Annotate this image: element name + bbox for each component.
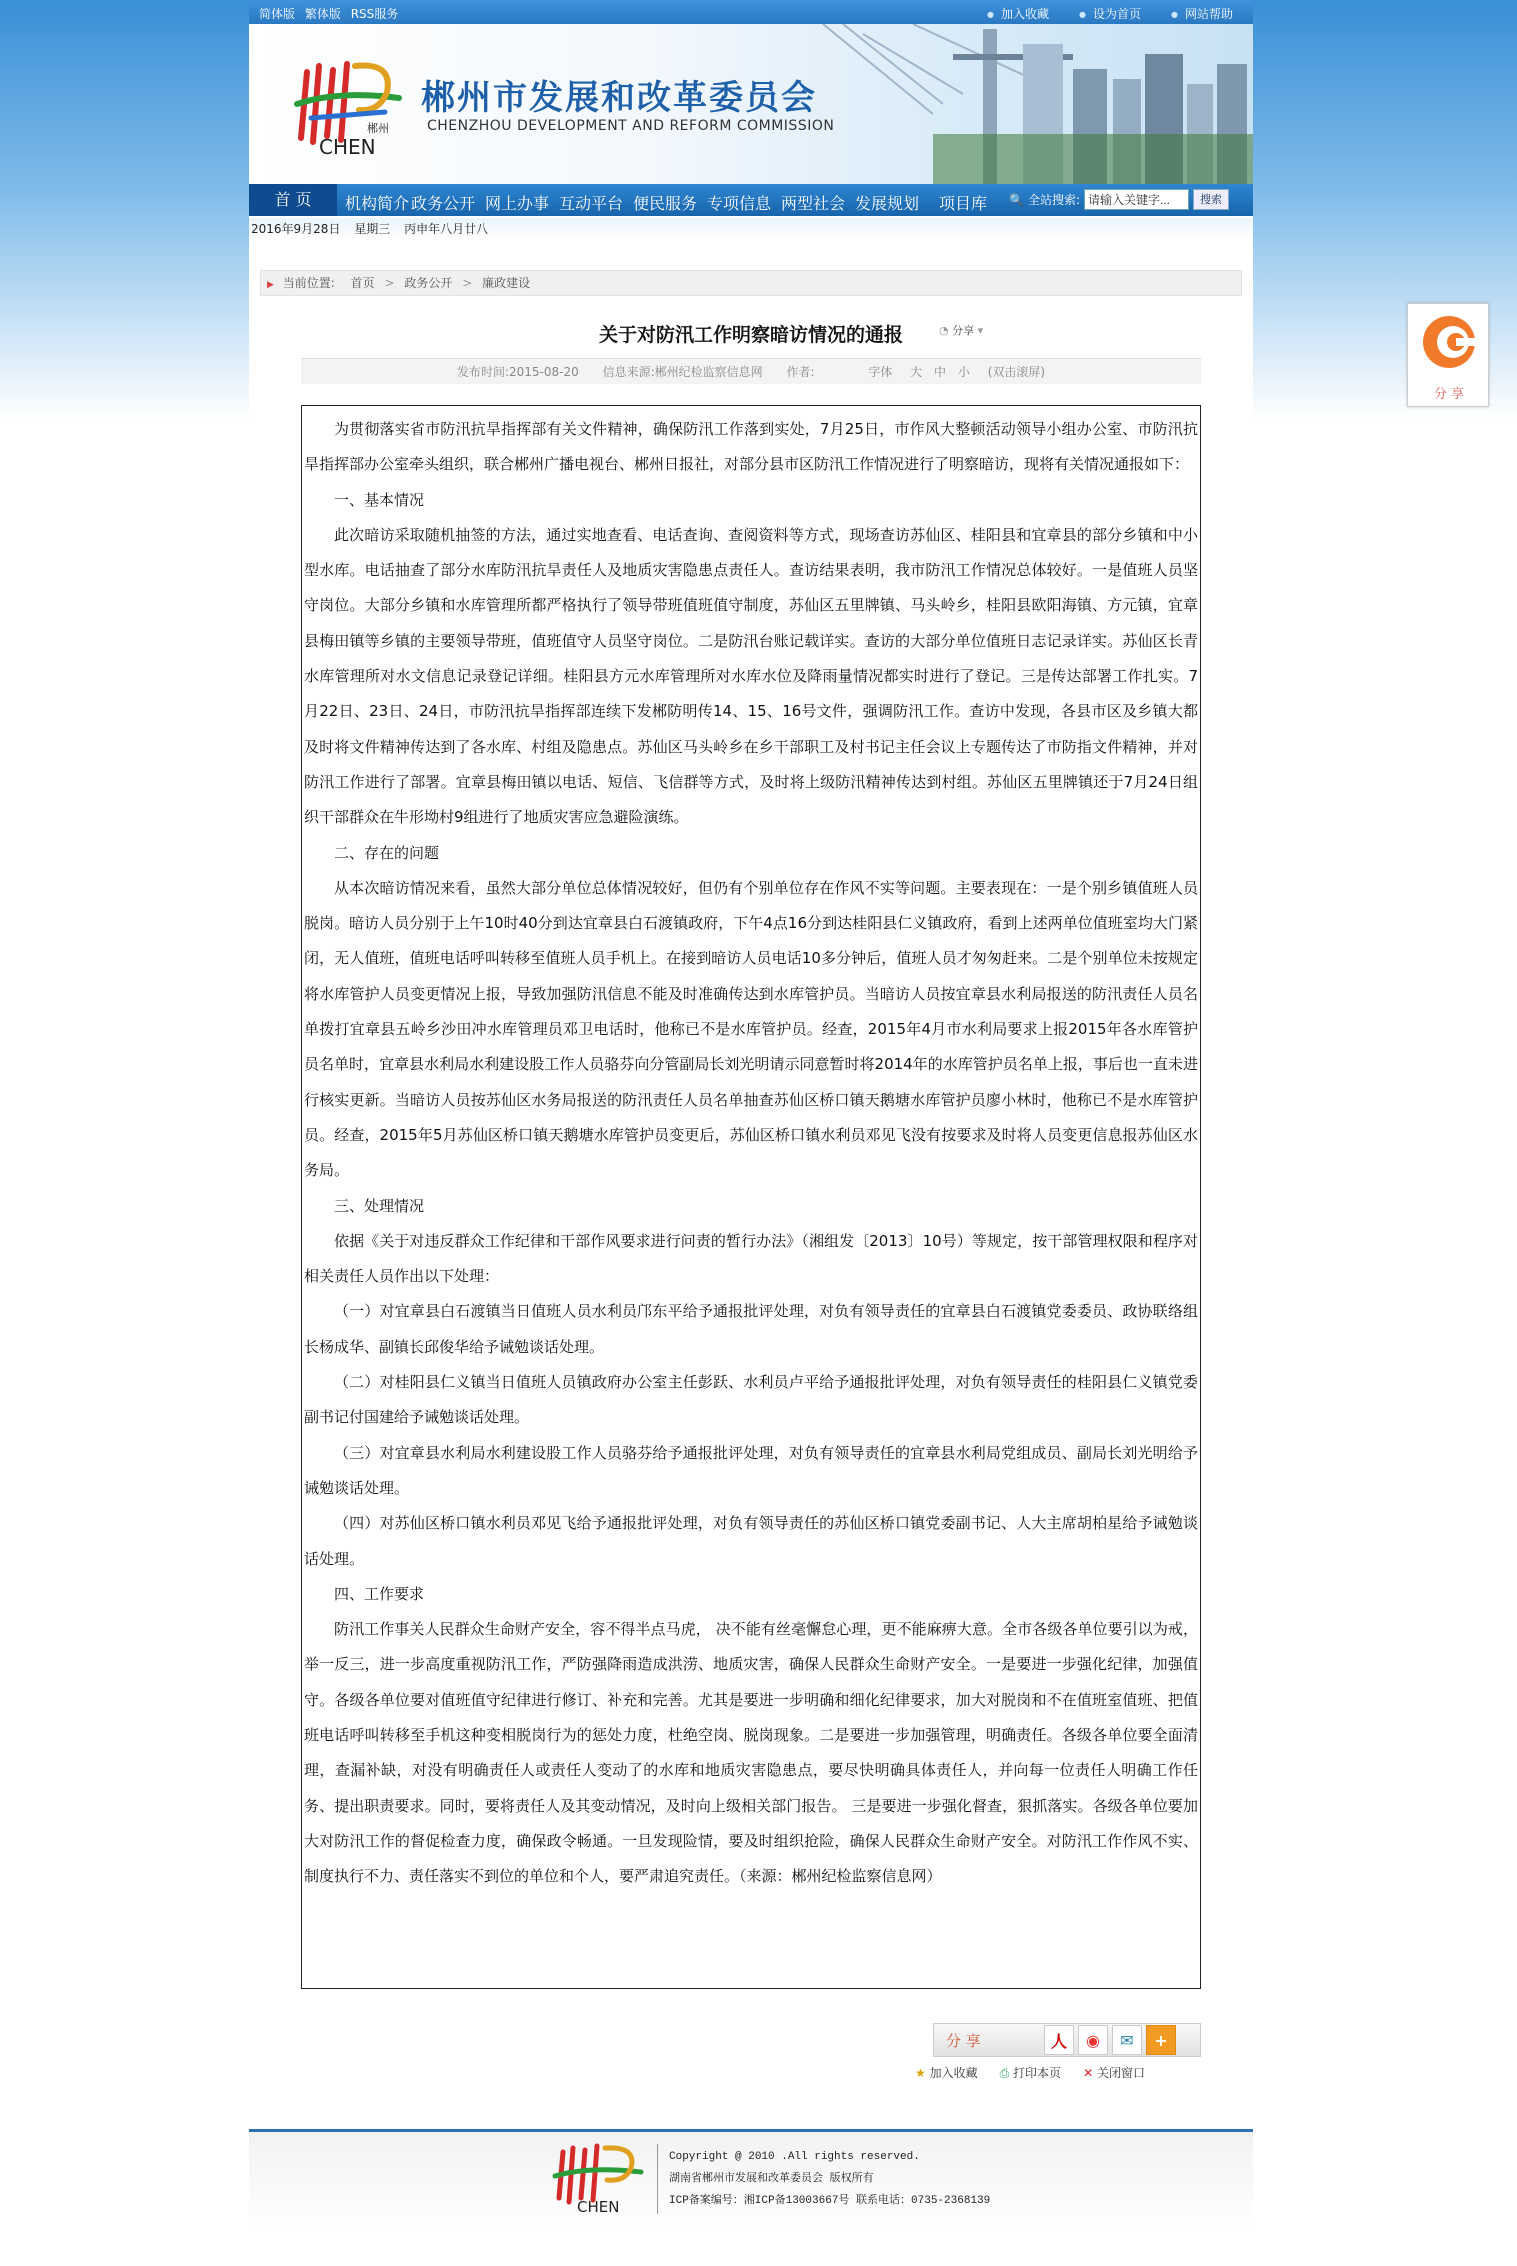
article-paragraph: （三）对宜章县水利局水利建设股工作人员骆芬给予通报批评处理，对负有领导责任的宜章县水利局党组成员、副局长刘光明给予诫勉谈话处理。 <box>304 1443 1198 1497</box>
share-logo-icon <box>1408 304 1490 386</box>
breadcrumb-govinfo[interactable]: 政务公开 <box>404 276 453 290</box>
chevron-down-icon: ▾ <box>977 324 984 337</box>
article-paragraph: 从本次暗访情况来看，虽然大部分单位总体情况较好，但仍有个别单位存在作风不实等问题。主要表现在：一是个别乡镇值班人员脱岗。暗访人员分别于上午10时40分到达宜章县白石渡镇政府，下午4点16分到达桂阳县仁义镇政府，看到上述两单位值班室均大门紧闭，无人值班，值班电话呼叫转移至值班人员手机上。在接到暗访人员电话10多分钟后，值班人员才匆匆赶来。二是个别单位未按规定将水库管护人员变更情况上报，导致加强防汛信息不能及时准确传达到水库管护员。当暗访人员按宜章县水利局报送的防汛责任人员名单拨打宜章县五岭乡沙田冲水库管理员邓卫电话时，他称已不是水库管护员。经查，2015年4月市水利局要求上报2015年各水库管护员名单时，宜章县水利局水利建设股工作人员骆芬向分管副局长刘光明请示同意暂时将2014年的水库管护员名单上报，事后也一直未进行核实更新。当暗访人员按苏仙区水务局报送的防汛责任人员名单抽查苏仙区桥口镇天鹅塘水库管护员廖小林时，他称已不是水库管护员。经查，2015年5月苏仙区桥口镇天鹅塘水库管护员变更后，苏仙区桥口镇水利员邓见飞没有按要求及时将人员变更信息报苏仙区水务局。 <box>304 878 1198 1180</box>
double-click-scroll-hint: (双击滚屏) <box>987 365 1046 379</box>
print-icon: ⎙ <box>999 2066 1010 2080</box>
logo-en-text: CHEN <box>319 135 376 159</box>
header-banner <box>249 24 1253 184</box>
date-weekday: 星期三 <box>354 222 391 236</box>
breadcrumb <box>260 270 1242 296</box>
search-label: 全站搜索: <box>1027 193 1080 207</box>
article-paragraph: （四）对苏仙区桥口镇水利员邓见飞给予通报批评处理，对负有领导责任的苏仙区桥口镇党委副书记、人大主席胡柏星给予诫勉谈话处理。 <box>304 1514 1198 1568</box>
section-heading: 四、工作要求 <box>334 1584 425 1603</box>
nav-item-public-service[interactable]: 便民服务 <box>633 194 698 213</box>
breadcrumb-label: 当前位置: <box>282 276 335 290</box>
font-size-medium[interactable]: 中 <box>934 365 947 379</box>
font-size-small[interactable]: 小 <box>957 365 970 379</box>
close-window-link[interactable]: ✕ 关闭窗口 <box>1083 2066 1145 2080</box>
nav-item-online-service[interactable]: 网上办事 <box>485 194 550 213</box>
footer-divider <box>657 2144 658 2214</box>
share-bar <box>933 2023 1201 2057</box>
article-paragraph: 防汛工作事关人民群众生命财产安全，容不得半点马虎， 决不能有丝毫懈怠心理，更不能麻痹大意。全市各级各单位要引以为戒，举一反三，进一步高度重视防汛工作，严防强降雨造成洪涝、地质灾害，确保人民群众生命财产安全。一是要进一步强化纪律，加强值守。各级各单位要对值班值守纪律进行修订、补充和完善。尤其是要进一步明确和细化纪律要求，加大对脱岗和不在值班室值班、把值班电话呼叫转移至手机这种变相脱岗行为的惩处力度，杜绝空岗、脱岗现象。二是要进一步加强管理，明确责任。各级各单位要全面清理，查漏补缺，对没有明确责任人或责任人变动了的水库和地质灾害隐患点，要尽快明确具体责任人，并向每一位责任人明确工作任务、提出职责要求。同时，要将责任人及其变动情况，及时向上级相关部门报告。 三是要进一步强化督查，狠抓落实。各级各单位要加大对防汛工作的督促检查力度，确保政令畅通。一旦发现险情，要及时组织抢险，确保人民群众生命财产安全。对防汛工作作风不实、制度执行不力、责任落实不到位的单位和个人，要严肃追究责任。（来源：郴州纪检监察信息网） <box>304 1620 1198 1886</box>
section-heading: 一、基本情况 <box>334 490 425 509</box>
copyright: Copyright @ 2010 .All rights reserved. <box>669 2151 920 2163</box>
share-bar-label[interactable]: 分 享 <box>946 2031 981 2050</box>
close-icon: ✕ <box>1083 2066 1094 2080</box>
breadcrumb-home[interactable]: 首页 <box>350 276 375 290</box>
site-logo[interactable] <box>289 52 409 162</box>
article-paragraph: （二）对桂阳县仁义镇当日值班人员镇政府办公室主任彭跃、水利员卢平给予通报批评处理，对负有领导责任的桂阳县仁义镇党委副书记付国建给予诫勉谈话处理。 <box>304 1373 1198 1427</box>
article-paragraph: （一）对宜章县白石渡镇当日值班人员水利员邝东平给予通报批评处理，对负有领导责任的宜章县白石渡镇党委委员、政协联络组长杨成华、副镇长邱俊华给予诫勉谈话处理。 <box>304 1302 1198 1356</box>
font-size-large[interactable]: 大 <box>910 365 923 379</box>
share-icon: ◔ <box>939 324 949 337</box>
floating-share-label: 分 享 <box>1433 387 1465 402</box>
add-favorite-link[interactable]: ● 加入收藏 <box>987 5 1049 22</box>
nav-item-special-info[interactable]: 专项信息 <box>707 194 772 213</box>
more-share-button[interactable]: + <box>1146 2025 1176 2055</box>
simplified-link[interactable]: 简体版 <box>259 7 296 21</box>
article-paragraph: 依据《关于对违反群众工作纪律和干部作风要求进行问责的暂行办法》（湘组发〔2013〕10号）等规定，按干部管理权限和程序对相关责任人员作出以下处理： <box>304 1231 1198 1286</box>
article-paragraph: 此次暗访采取随机抽签的方法，通过实地查看、电话查询、查阅资料等方式，现场查访苏仙区、桂阳县和宜章县的部分乡镇和中小型水库。电话抽查了部分水库防汛抗旱责任人及地质灾害隐患点责任人。查访结果表明，我市防汛工作情况总体较好。一是值班人员坚守岗位。大部分乡镇和水库管理所都严格执行了领导带班值班值守制度，苏仙区五里牌镇、马头岭乡，桂阳县欧阳海镇、方元镇，宜章县梅田镇等乡镇的主要领导带班，值班值守人员坚守岗位。二是防汛台账记载详实。查访的大部分单位值班日志记录详实。苏仙区长青水库管理所对水文信息记录登记详细。桂阳县方元水库管理所对水库水位及降雨量情况都实时进行了登记。三是传达部署工作扎实。7月22日、23日、24日，市防汛抗旱指挥部连续下发郴防明传14、15、16号文件，强调防汛工作。查访中发现，各县市区及乡镇大都及时将文件精神传达到了各水库、村组及隐患点。苏仙区马头岭乡在乡干部职工及村书记主任会议上专题传达了市防指文件精神，并对防汛工作进行了部署。宜章县梅田镇以电话、短信、飞信群等方式，及时将上级防汛精神传达到村组。苏仙区五里牌镇还于7月24日组织干部群众在牛形坳村9组进行了地质灾害应急避险演练。 <box>304 525 1198 827</box>
set-homepage-link[interactable]: ● 设为首页 <box>1079 5 1141 22</box>
nav-item-interaction[interactable]: 互动平台 <box>559 194 624 213</box>
date-bar <box>249 218 1253 240</box>
favorite-tool-link[interactable]: ★ 加入收藏 <box>915 2066 978 2080</box>
article-meta <box>301 358 1201 384</box>
help-link[interactable]: ● 网站帮助 <box>1171 5 1233 22</box>
icp-and-phone: ICP备案编号：湘ICP备13003667号 联系电话：0735-2368139 <box>669 2195 991 2207</box>
nav-item-projects[interactable]: 项目库 <box>939 194 988 213</box>
tencent-share-icon[interactable]: ✉ <box>1112 2025 1142 2055</box>
nav-item-two-type-society[interactable]: 两型社会 <box>781 194 846 213</box>
article-body <box>301 405 1201 1989</box>
font-size-label: 字体 <box>868 365 893 379</box>
print-tool-link[interactable]: ⎙ 打印本页 <box>999 2066 1062 2080</box>
author: 作者: <box>786 365 815 379</box>
site-search <box>1009 189 1229 210</box>
traditional-link[interactable]: 繁体版 <box>304 7 341 21</box>
nav-item-planning[interactable]: 发展规划 <box>855 194 920 213</box>
city-skyline-illustration <box>783 24 1253 184</box>
footer-text <box>669 2146 990 2212</box>
section-heading: 三、处理情况 <box>334 1196 425 1215</box>
top-bar <box>249 0 1253 24</box>
info-source: 信息来源:郴州纪检监察信息网 <box>602 365 763 379</box>
date-gregorian: 2016年9月28日 <box>251 222 341 236</box>
article-title: 关于对防汛工作明察暗访情况的通报 <box>598 324 903 346</box>
share-label: 分享 <box>952 324 975 337</box>
weibo-share-icon[interactable]: ◉ <box>1078 2025 1108 2055</box>
publish-time: 发布时间:2015-08-20 <box>456 365 579 379</box>
breadcrumb-current[interactable]: 廉政建设 <box>482 276 531 290</box>
section-heading: 二、存在的问题 <box>334 843 440 862</box>
copyright-owner: 湖南省郴州市发展和改革委员会 版权所有 <box>669 2173 874 2185</box>
search-button[interactable]: 搜索 <box>1193 189 1229 210</box>
share-dropdown[interactable] <box>939 322 983 338</box>
breadcrumb-separator-icon: > <box>384 276 395 290</box>
search-icon: 🔍 <box>1009 192 1024 207</box>
main-navigation <box>249 184 1253 216</box>
nav-item-about[interactable]: 机构简介 <box>345 194 410 213</box>
nav-item-govinfo[interactable]: 政务公开 <box>411 194 476 213</box>
site-title: 郴州市发展和改革委员会 <box>421 78 817 118</box>
date-lunar: 丙申年八月廿八 <box>404 222 489 236</box>
page-tools <box>915 2064 1145 2081</box>
nav-item-home[interactable]: 首 页 <box>249 184 337 216</box>
renmin-share-icon[interactable]: 人 <box>1044 2025 1074 2055</box>
site-subtitle: CHENZHOU DEVELOPMENT AND REFORM COMMISSION <box>427 118 835 134</box>
search-input[interactable] <box>1084 189 1189 210</box>
rss-link[interactable]: RSS服务 <box>350 7 399 21</box>
page-wrapper <box>249 0 1253 2266</box>
logo-sub-text: 郴州 <box>367 122 389 135</box>
star-icon: ★ <box>915 2066 926 2080</box>
footer <box>249 2129 1253 2229</box>
floating-share-widget[interactable] <box>1407 303 1489 407</box>
breadcrumb-separator-icon: > <box>462 276 473 290</box>
breadcrumb-arrow-icon: ▶ <box>267 280 274 290</box>
article-paragraph: 为贯彻落实省市防汛抗旱指挥部有关文件精神，确保防汛工作落到实处，7月25日，市作风大整顿活动领导小组办公室、市防汛抗旱指挥部办公室牵头组织，联合郴州广播电视台、郴州日报社，对部分县市区防汛工作情况进行了明察暗访，现将有关情况通报如下： <box>304 420 1198 474</box>
footer-logo <box>549 2140 649 2216</box>
footer-logo-text: CHEN <box>577 2198 620 2216</box>
